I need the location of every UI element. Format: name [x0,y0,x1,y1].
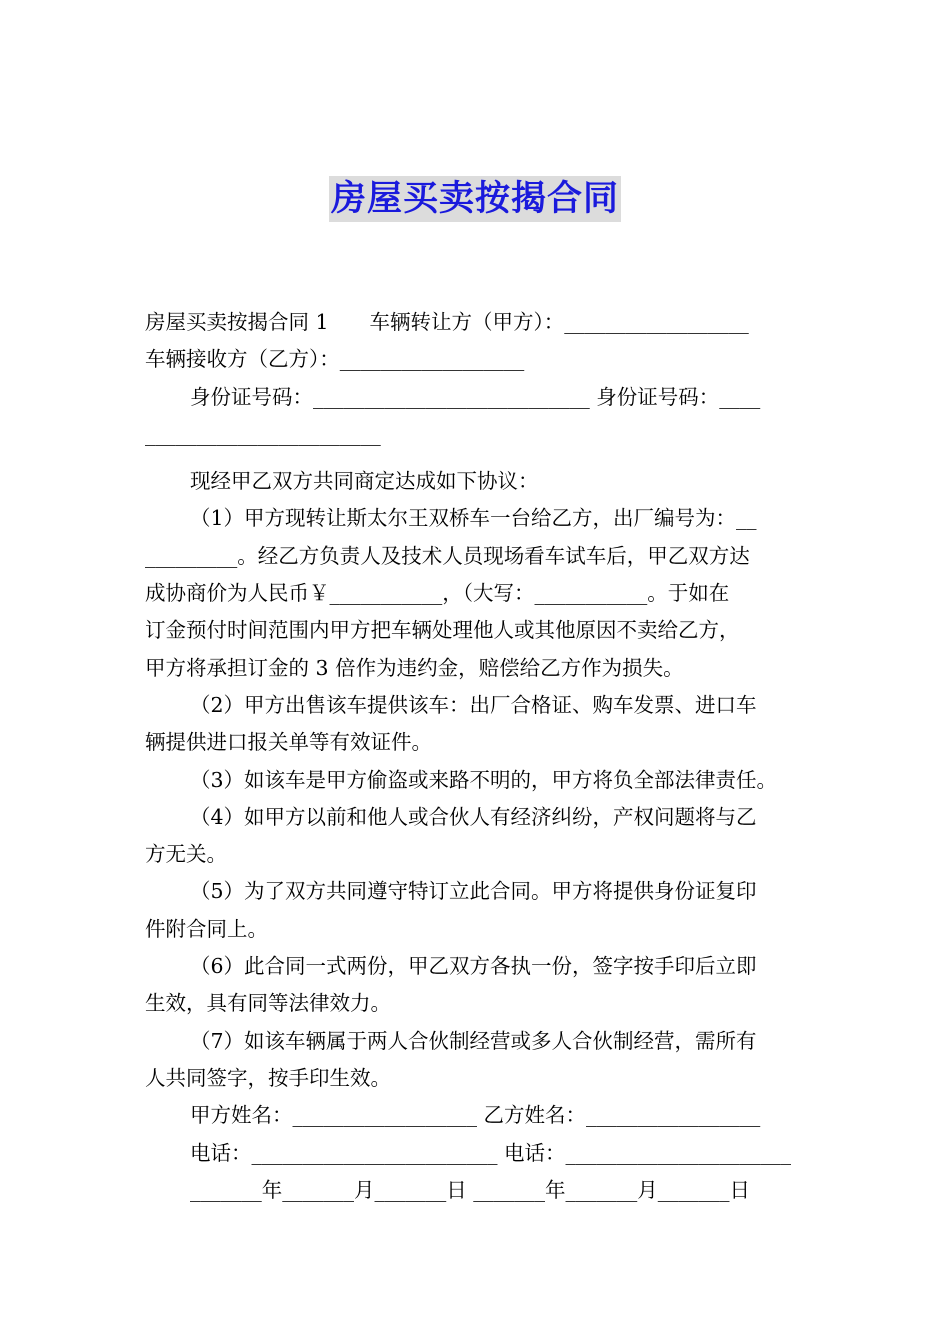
id-number-continued: _______________________ [145,421,381,446]
document-title: 房屋买卖按揭合同 [329,176,621,222]
clause-1-line-5: 甲方将承担订金的 3 倍作为违约金，赔偿给乙方作为损失。 [145,655,684,680]
clause-6-line-2: 生效，具有同等法律效力。 [145,991,391,1016]
agreement-intro: 现经甲乙双方共同商定达成如下协议： [190,469,539,494]
clause-5-line-1: （5）为了双方共同遵守特订立此合同。甲方将提供身份证复印 [190,879,757,904]
spacer [145,453,810,463]
signature-date-line: _______年_______月_______日 _______年_______月_______日 [190,1177,751,1202]
clause-7-line-2: 人共同签字，按手印生效。 [145,1065,391,1090]
clause-1-line-1: （1）甲方现转让斯太尔王双桥车一台给乙方，出厂编号为：__ [190,506,757,531]
clause-4-line-2: 方无关。 [145,842,227,867]
clause-1-line-3: 成协商价为人民币￥___________，（大写：___________。于如在 [145,581,730,606]
intro-line-buyer: 车辆接收方（乙方）：__________________ [145,347,525,372]
clause-4-line-1: （4）如甲方以前和他人或合伙人有经济纠纷，产权问题将与乙 [190,804,757,829]
clause-2-line-2: 辆提供进口报关单等有效证件。 [145,730,432,755]
clause-7-line-1: （7）如该车辆属于两人合伙制经营或多人合伙制经营，需所有 [190,1028,757,1053]
title-container [0,176,950,222]
clause-3-line-1: （3）如该车是甲方偷盗或来路不明的，甲方将负全部法律责任。 [190,767,778,792]
signature-names-line: 甲方姓名：__________________ 乙方姓名：_________________ [190,1103,761,1128]
id-number-line: 身份证号码：___________________________ 身份证号码：____ [190,384,761,409]
clause-6-line-1: （6）此合同一式两份，甲乙双方各执一份，签字按手印后立即 [190,954,757,979]
clause-5-line-2: 件附合同上。 [145,916,268,941]
clause-1-line-4: 订金预付时间范围内甲方把车辆处理他人或其他原因不卖给乙方， [145,618,740,643]
clause-2-line-1: （2）甲方出售该车提供该车：出厂合格证、购车发票、进口车 [190,692,757,717]
intro-line-seller: 房屋买卖按揭合同 1 车辆转让方（甲方）：__________________ [145,310,749,334]
signature-phone-line: 电话：________________________ 电话：______________________ [190,1140,792,1165]
clause-1-line-2: _________。经乙方负责人及技术人员现场看车试车后，甲乙双方达 [145,543,750,568]
contract-body [145,304,810,1209]
